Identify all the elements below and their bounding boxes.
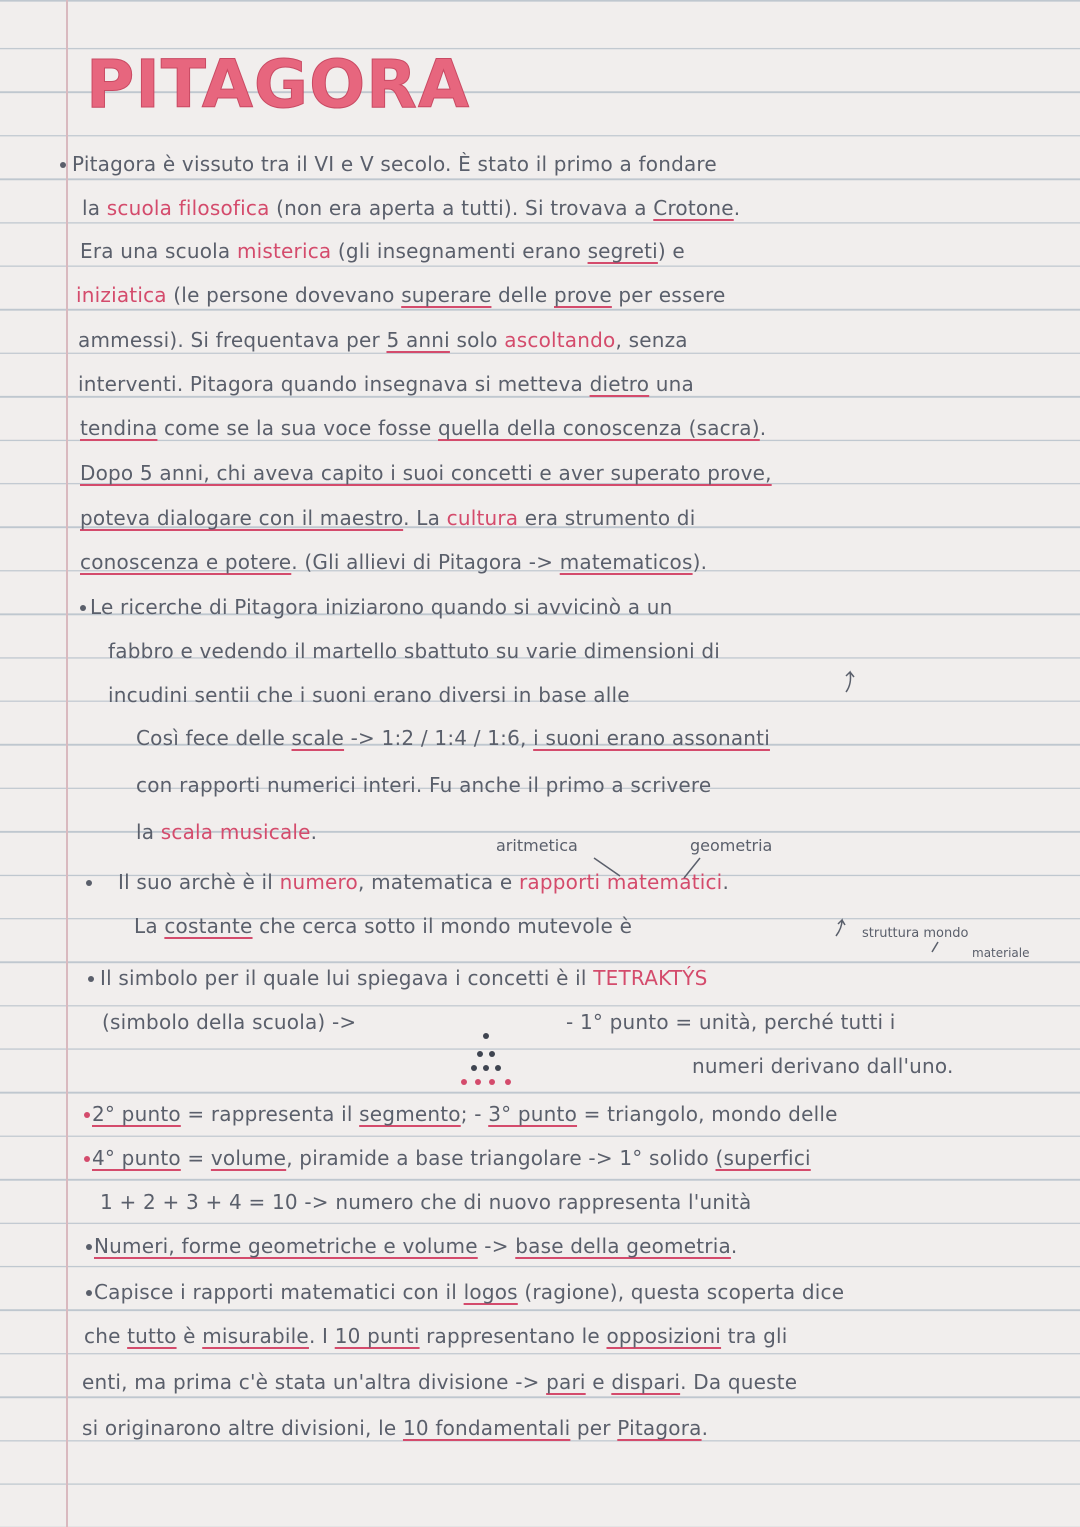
text-segment: che [84, 1324, 128, 1348]
text-segment: Dopo 5 anni, chi aveva capito i suoi concetti e aver superato prove, [80, 461, 772, 485]
text-segment: una [649, 372, 694, 396]
text-segment: Pitagora è vissuto tra il VI e V secolo. È stato il primo a fondare [72, 152, 717, 176]
text-segment: misterica [236, 239, 332, 263]
text-segment: si originarono altre divisioni, le [82, 1416, 403, 1440]
text-segment: ). [692, 550, 708, 574]
note-aritmetica: aritmetica [496, 836, 578, 855]
text-segment: . I [308, 1324, 335, 1348]
text-segment: Crotone [653, 196, 734, 220]
text-segment: per [570, 1416, 618, 1440]
text-segment: = [180, 1146, 211, 1170]
text-segment: solo [449, 328, 505, 352]
text-segment: scale [291, 726, 345, 750]
text-segment: segreti [587, 239, 658, 263]
text-segment: . [733, 196, 741, 220]
text-segment: 10 fondamentali [402, 1416, 571, 1440]
text-segment: . [730, 1234, 738, 1258]
text-segment: matematicos [559, 550, 693, 574]
text-segment: come se la sua voce fosse [157, 416, 439, 440]
text-segment: numero [279, 870, 358, 894]
text-segment: con rapporti numerici interi. Fu anche il primo a scrivere [136, 773, 712, 797]
text-segment: 1 + 2 + 3 + 4 = 10 -> numero che di nuovo rappresenta l'unità [100, 1190, 752, 1214]
text-segment: (non era aperta a tutti). Si trovava a [269, 196, 654, 220]
text-segment: rappresentano le [419, 1324, 607, 1348]
text-segment: poteva dialogare con il maestro [80, 506, 404, 530]
text-segment: volume [210, 1146, 287, 1170]
text-segment: La [134, 914, 165, 938]
text-segment: tendina [80, 416, 158, 440]
text-segment: -> 1:2 / 1:4 / 1:6, [344, 726, 534, 750]
text-segment: Il suo archè è il [118, 870, 280, 894]
page-title: PITAGORA [86, 46, 471, 123]
text-segment: (le persone dovevano [166, 283, 402, 307]
text-segment: (simbolo della scuola) -> [102, 1010, 357, 1034]
text-segment: tutto [127, 1324, 177, 1348]
text-segment: che cerca sotto il mondo mutevole è [252, 914, 633, 938]
text-segment: iniziatica [76, 283, 167, 307]
text-segment: = triangolo, mondo delle [577, 1102, 838, 1126]
text-segment: superare [401, 283, 492, 307]
text-segment: Così fece delle [136, 726, 292, 750]
text-segment: -> [477, 1234, 516, 1258]
text-segment: incudini sentii che i suoni erano diversi in base alle [108, 683, 630, 707]
text-segment: 4° punto [92, 1146, 181, 1170]
text-segment: . (Gli allievi di Pitagora -> [291, 550, 560, 574]
text-segment: è [176, 1324, 203, 1348]
text-segment: prove [554, 283, 612, 307]
note-geometria: geometria [690, 836, 773, 855]
text-segment: = rappresenta il [180, 1102, 360, 1126]
text-segment: interventi. Pitagora quando insegnava si metteva [78, 372, 590, 396]
note-struttura: struttura mondo [862, 926, 969, 941]
text-segment: Le ricerche di Pitagora iniziarono quando si avvicinò a un [90, 595, 673, 619]
text-segment: , senza [615, 328, 688, 352]
text-segment: Numeri, forme geometriche e volume [94, 1234, 478, 1258]
text-segment: base della geometria [515, 1234, 731, 1258]
text-segment: Il simbolo per il quale lui spiegava i concetti è il [100, 966, 594, 990]
text-segment: dispari [611, 1370, 681, 1394]
text-segment: e [585, 1370, 612, 1394]
text-segment: 3° punto [488, 1102, 578, 1126]
text-segment: quella della conoscenza (sacra) [438, 416, 760, 440]
text-segment: era strumento di [518, 506, 696, 530]
text-segment: . [722, 870, 730, 894]
text-segment: scuola filosofica [106, 196, 270, 220]
text-segment: 10 punti [334, 1324, 420, 1348]
text-segment: scala musicale [160, 820, 311, 844]
text-segment: (gli insegnamenti erano [331, 239, 588, 263]
text-segment: i suoni erano assonanti [533, 726, 770, 750]
text-segment: (ragione), questa scoperta dice [517, 1280, 845, 1304]
text-segment: costante [164, 914, 253, 938]
note-primo-punto: - 1° punto = unità, perché tutti i [566, 1010, 896, 1034]
text-segment: . [701, 1416, 709, 1440]
text-segment: segmento [359, 1102, 461, 1126]
text-segment: rapporti matematici [518, 870, 723, 894]
text-segment: la [82, 196, 107, 220]
text-segment: enti, ma prima c'è stata un'altra divisione -> [82, 1370, 547, 1394]
text-segment: tra gli [721, 1324, 788, 1348]
text-segment: ) e [657, 239, 685, 263]
text-segment: cultura [446, 506, 519, 530]
text-segment: ; - [460, 1102, 489, 1126]
text-segment: numeri derivano dall'uno. [692, 1054, 954, 1078]
text-segment: opposizioni [606, 1324, 722, 1348]
text-segment: fabbro e vedendo il martello sbattuto su varie dimensioni di [108, 639, 721, 663]
text-segment: Capisce i rapporti matematici con il [94, 1280, 464, 1304]
text-segment: ascoltando [504, 328, 616, 352]
text-segment: . [759, 416, 767, 440]
text-segment: , matematica e [357, 870, 519, 894]
text-segment: la [136, 820, 161, 844]
text-segment: . La [403, 506, 447, 530]
text-segment: dietro [589, 372, 650, 396]
text-segment: misurabile [202, 1324, 309, 1348]
text-segment: 5 anni [386, 328, 450, 352]
note-materiale: materiale [972, 946, 1030, 960]
text-segment: ammessi). Si frequentava per [78, 328, 387, 352]
text-segment: , piramide a base triangolare -> 1° solido [286, 1146, 716, 1170]
text-segment: Pitagora [617, 1416, 702, 1440]
text-segment: 2° punto [92, 1102, 181, 1126]
text-segment: TETRAKTÝS [593, 966, 708, 990]
text-segment: (superfici [715, 1146, 811, 1170]
text-segment: . [310, 820, 318, 844]
text-segment: Era una scuola [80, 239, 237, 263]
tetraktys-icon [450, 1030, 540, 1090]
text-segment: pari [546, 1370, 586, 1394]
text-segment: logos [463, 1280, 518, 1304]
text-segment: conoscenza e potere [80, 550, 292, 574]
text-segment: per essere [611, 283, 726, 307]
text-segment: . Da queste [680, 1370, 798, 1394]
text-segment: delle [491, 283, 554, 307]
